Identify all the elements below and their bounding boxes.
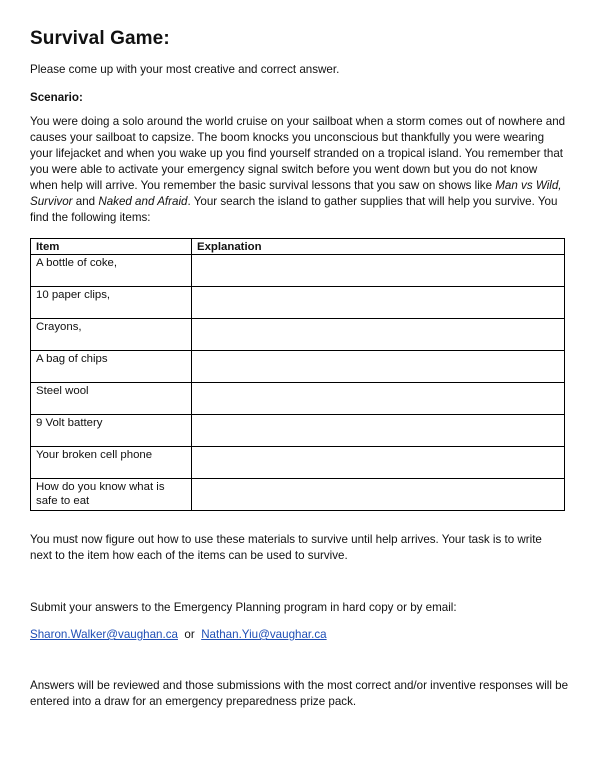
table-row bbox=[31, 255, 565, 287]
scenario-part2: . Your search the island to gather supplies that will help you survive. You find the following items: bbox=[30, 195, 558, 224]
item-cell: 9 Volt battery bbox=[31, 415, 192, 447]
item-cell: Steel wool bbox=[31, 383, 192, 415]
scenario-show2: Naked and Afraid bbox=[98, 195, 188, 208]
page-title: Survival Game: bbox=[30, 28, 170, 49]
table-row bbox=[31, 319, 565, 351]
item-cell: 10 paper clips, bbox=[31, 287, 192, 319]
header-item: Item bbox=[31, 239, 192, 255]
item-cell: Crayons, bbox=[31, 319, 192, 351]
table-row bbox=[31, 287, 565, 319]
explanation-cell[interactable] bbox=[192, 383, 565, 415]
item-cell: A bag of chips bbox=[31, 351, 192, 383]
table-row bbox=[31, 415, 565, 447]
submit-text: Submit your answers to the Emergency Planning program in hard copy or by email: bbox=[30, 601, 457, 614]
scenario-text bbox=[30, 114, 566, 226]
table-row bbox=[31, 383, 565, 415]
scenario-part1: You were doing a solo around the world cruise on your sailboat when a storm comes out of nowhere and causes your sailboat to capsize. The boom knocks you unconscious but thankfully you were wearing your lifejacket and when you wake up you find yourself stranded on a tropical island. You remember that you were able to activate your emergency signal switch before you went down but you do not know when help will arrive. You remember the basic survival lessons that you saw on shows like bbox=[30, 115, 566, 192]
email-separator: or bbox=[184, 628, 195, 641]
table-header-row bbox=[31, 239, 565, 255]
item-cell: Your broken cell phone bbox=[31, 447, 192, 479]
email-links bbox=[30, 627, 570, 643]
item-cell: A bottle of coke, bbox=[31, 255, 192, 287]
explanation-cell[interactable] bbox=[192, 351, 565, 383]
email-link-sharon[interactable]: Sharon.Walker@vaughan.ca bbox=[30, 628, 178, 641]
explanation-cell[interactable] bbox=[192, 319, 565, 351]
items-table bbox=[30, 238, 565, 511]
table-row bbox=[31, 351, 565, 383]
table-row bbox=[31, 447, 565, 479]
table-row bbox=[31, 479, 565, 511]
header-explanation: Explanation bbox=[192, 239, 565, 255]
explanation-cell[interactable] bbox=[192, 287, 565, 319]
explanation-cell[interactable] bbox=[192, 479, 565, 511]
closing-text: Answers will be reviewed and those submissions with the most correct and/or inventive responses will be entered into a draw for an emergency preparedness prize pack. bbox=[30, 679, 569, 708]
email-link-nathan[interactable]: Nathan.Yiu@vaughar.ca bbox=[201, 628, 327, 641]
intro-text: Please come up with your most creative and correct answer. bbox=[30, 63, 340, 76]
scenario-mid: and bbox=[72, 195, 99, 208]
explanation-cell[interactable] bbox=[192, 447, 565, 479]
scenario-label: Scenario: bbox=[30, 91, 83, 104]
explanation-cell[interactable] bbox=[192, 415, 565, 447]
item-cell: How do you know what is safe to eat bbox=[31, 479, 192, 511]
scenario-show1: Man vs Wild, Survivor bbox=[30, 179, 562, 208]
task-text: You must now figure out how to use these materials to survive until help arrives. Your task is to write next to the item how each of the items can be used to survive. bbox=[30, 533, 542, 562]
explanation-cell[interactable] bbox=[192, 255, 565, 287]
